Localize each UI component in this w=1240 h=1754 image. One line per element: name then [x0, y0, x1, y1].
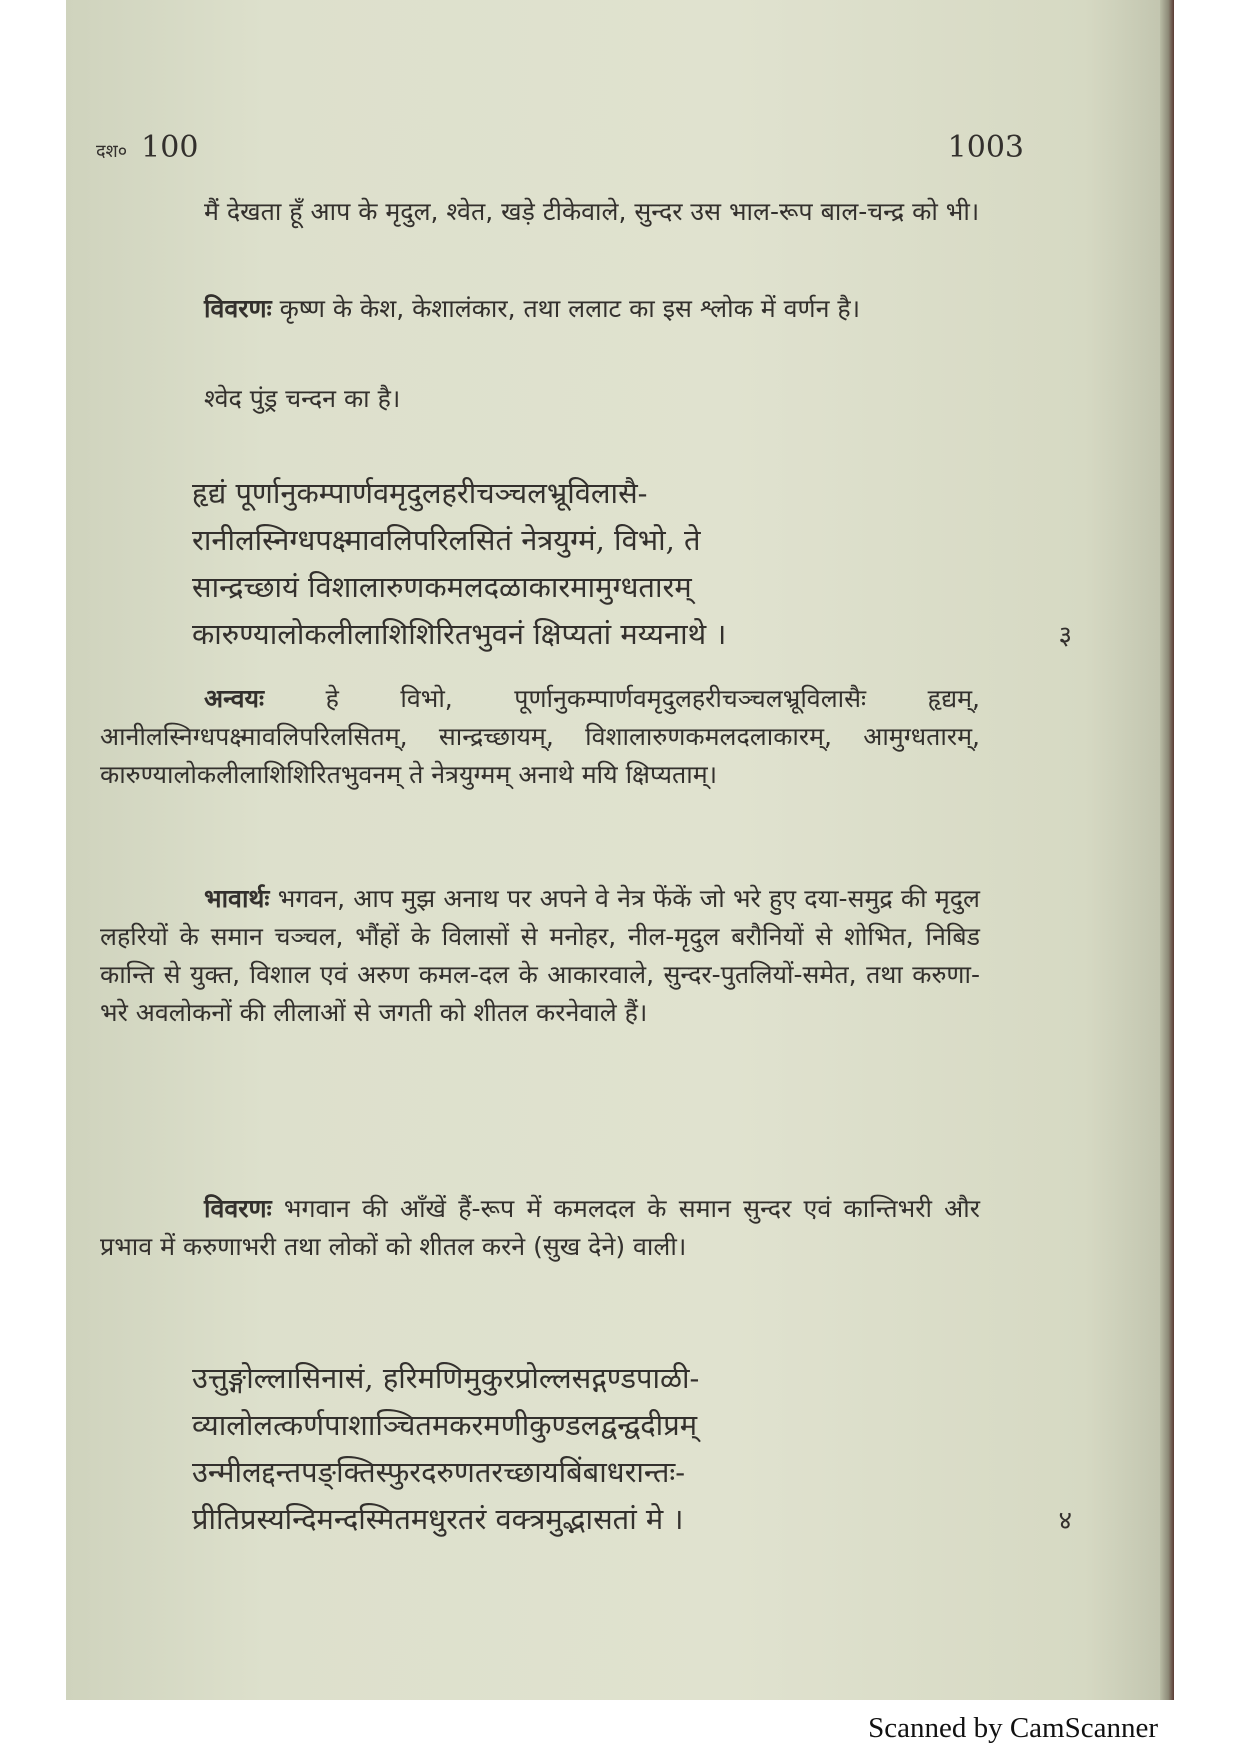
sanskrit-verse-4 [192, 1355, 1072, 1543]
vivaran-paragraph [100, 290, 980, 328]
vivaran-paragraph-2 [100, 1190, 980, 1266]
book-page [66, 0, 1174, 1700]
note-paragraph [100, 380, 980, 418]
anvaya-paragraph [100, 680, 980, 794]
block-text: भगवान की आँखें हैं-रूप में कमलदल के समान सुन्दर एवं कान्तिभरी और प्रभाव में करुणाभरी तथा लोकों को शीतल करने (सुख देने) वाली। [100, 1194, 980, 1261]
scanner-watermark: Scanned by CamScanner [868, 1712, 1158, 1744]
verse-line: प्रीतिप्रस्यन्दिमन्दस्मितमधुरतरं वक्त्रमुद्भासतां मे । [192, 1502, 684, 1536]
block-label: विवरणः [204, 1194, 272, 1223]
verse-number: ४ [1058, 1506, 1072, 1536]
page-number: 1003 [947, 130, 1024, 165]
verse-number: ३ [1058, 621, 1072, 651]
block-text: मैं देखता हूँ आप के मृदुल, श्वेत, खड़े टीकेवाले, सुन्दर उस भाल-रूप बाल-चन्द्र को भी। [204, 197, 980, 226]
block-text: हे विभो, पूर्णानुकम्पार्णवमृदुलहरीचञ्चलभ्रूविलासैः हृद्यम्, आनीलस्निग्धपक्ष्मावलिपरिलसितम्, सान्द्रच्छायम्, विशालारुणकमलदलाकारम्, आमुग्धतारम्, कारुण्यालोकलीलाशिशिरितभुवनम् ते नेत्रयुग्मम् अनाथे मयि क्षिप्यताम्। [100, 684, 980, 789]
verse-line: व्यालोलत्कर्णपाशाञ्चितमकरमणीकुण्डलद्वन्द्वदीप्रम् [192, 1408, 698, 1442]
verse-line: उन्मीलद्दन्तपङ्क्तिस्फुरदरुणतरच्छायबिंबाधरान्तः- [192, 1455, 686, 1489]
header-left-number: 100 [141, 130, 199, 165]
block-text: कृष्ण के केश, केशालंकार, तथा ललाट का इस श्लोक में वर्णन है। [279, 294, 861, 323]
bhavartha-paragraph [100, 880, 980, 1032]
block-label: भावार्थः [204, 884, 270, 913]
verse-line: रानीलस्निग्धपक्ष्मावलिपरिलसितं नेत्रयुग्मं, विभो, ते [192, 523, 701, 557]
verse-line: उत्तुङ्गोल्लासिनासं, हरिमणिमुकुरप्रोल्लसद्गण्डपाळी- [192, 1361, 700, 1395]
block-label: विवरणः [204, 294, 272, 323]
block-text: भगवन, आप मुझ अनाथ पर अपने वे नेत्र फेंकें जो भरे हुए दया-समुद्र की मृदुल लहरियों के समान चञ्चल, भौंहों के विलासों से मनोहर, नील-मृदुल बरौनियों से शोभित, निबिड कान्ति से युक्त, विशाल एवं अरुण कमल-दल के आकारवाले, सुन्दर-पुतलियों-समेत, तथा करुणा-भरे अवलोकनों की लीलाओं से जगती को शीतल करनेवाले हैं। [100, 884, 980, 1027]
verse-line: कारुण्यालोकलीलाशिशिरितभुवनं क्षिप्यतां मय्यनाथे । [192, 617, 727, 651]
header-left [96, 130, 198, 165]
translation-paragraph [100, 193, 980, 231]
block-label: अन्वयः [204, 684, 265, 713]
verse-line: सान्द्रच्छायं विशालारुणकमलदळाकारमामुग्धतारम् [192, 570, 692, 604]
page-edge [1160, 0, 1174, 1700]
header-abbr: दश० [96, 141, 128, 162]
verse-line: हृद्यं पूर्णानुकम्पार्णवमृदुलहरीचञ्चलभ्रूविलासै- [192, 476, 648, 510]
sanskrit-verse-3 [192, 470, 1072, 658]
block-text: श्वेद पुंड्र चन्दन का है। [204, 384, 401, 413]
page-header [96, 130, 1024, 180]
